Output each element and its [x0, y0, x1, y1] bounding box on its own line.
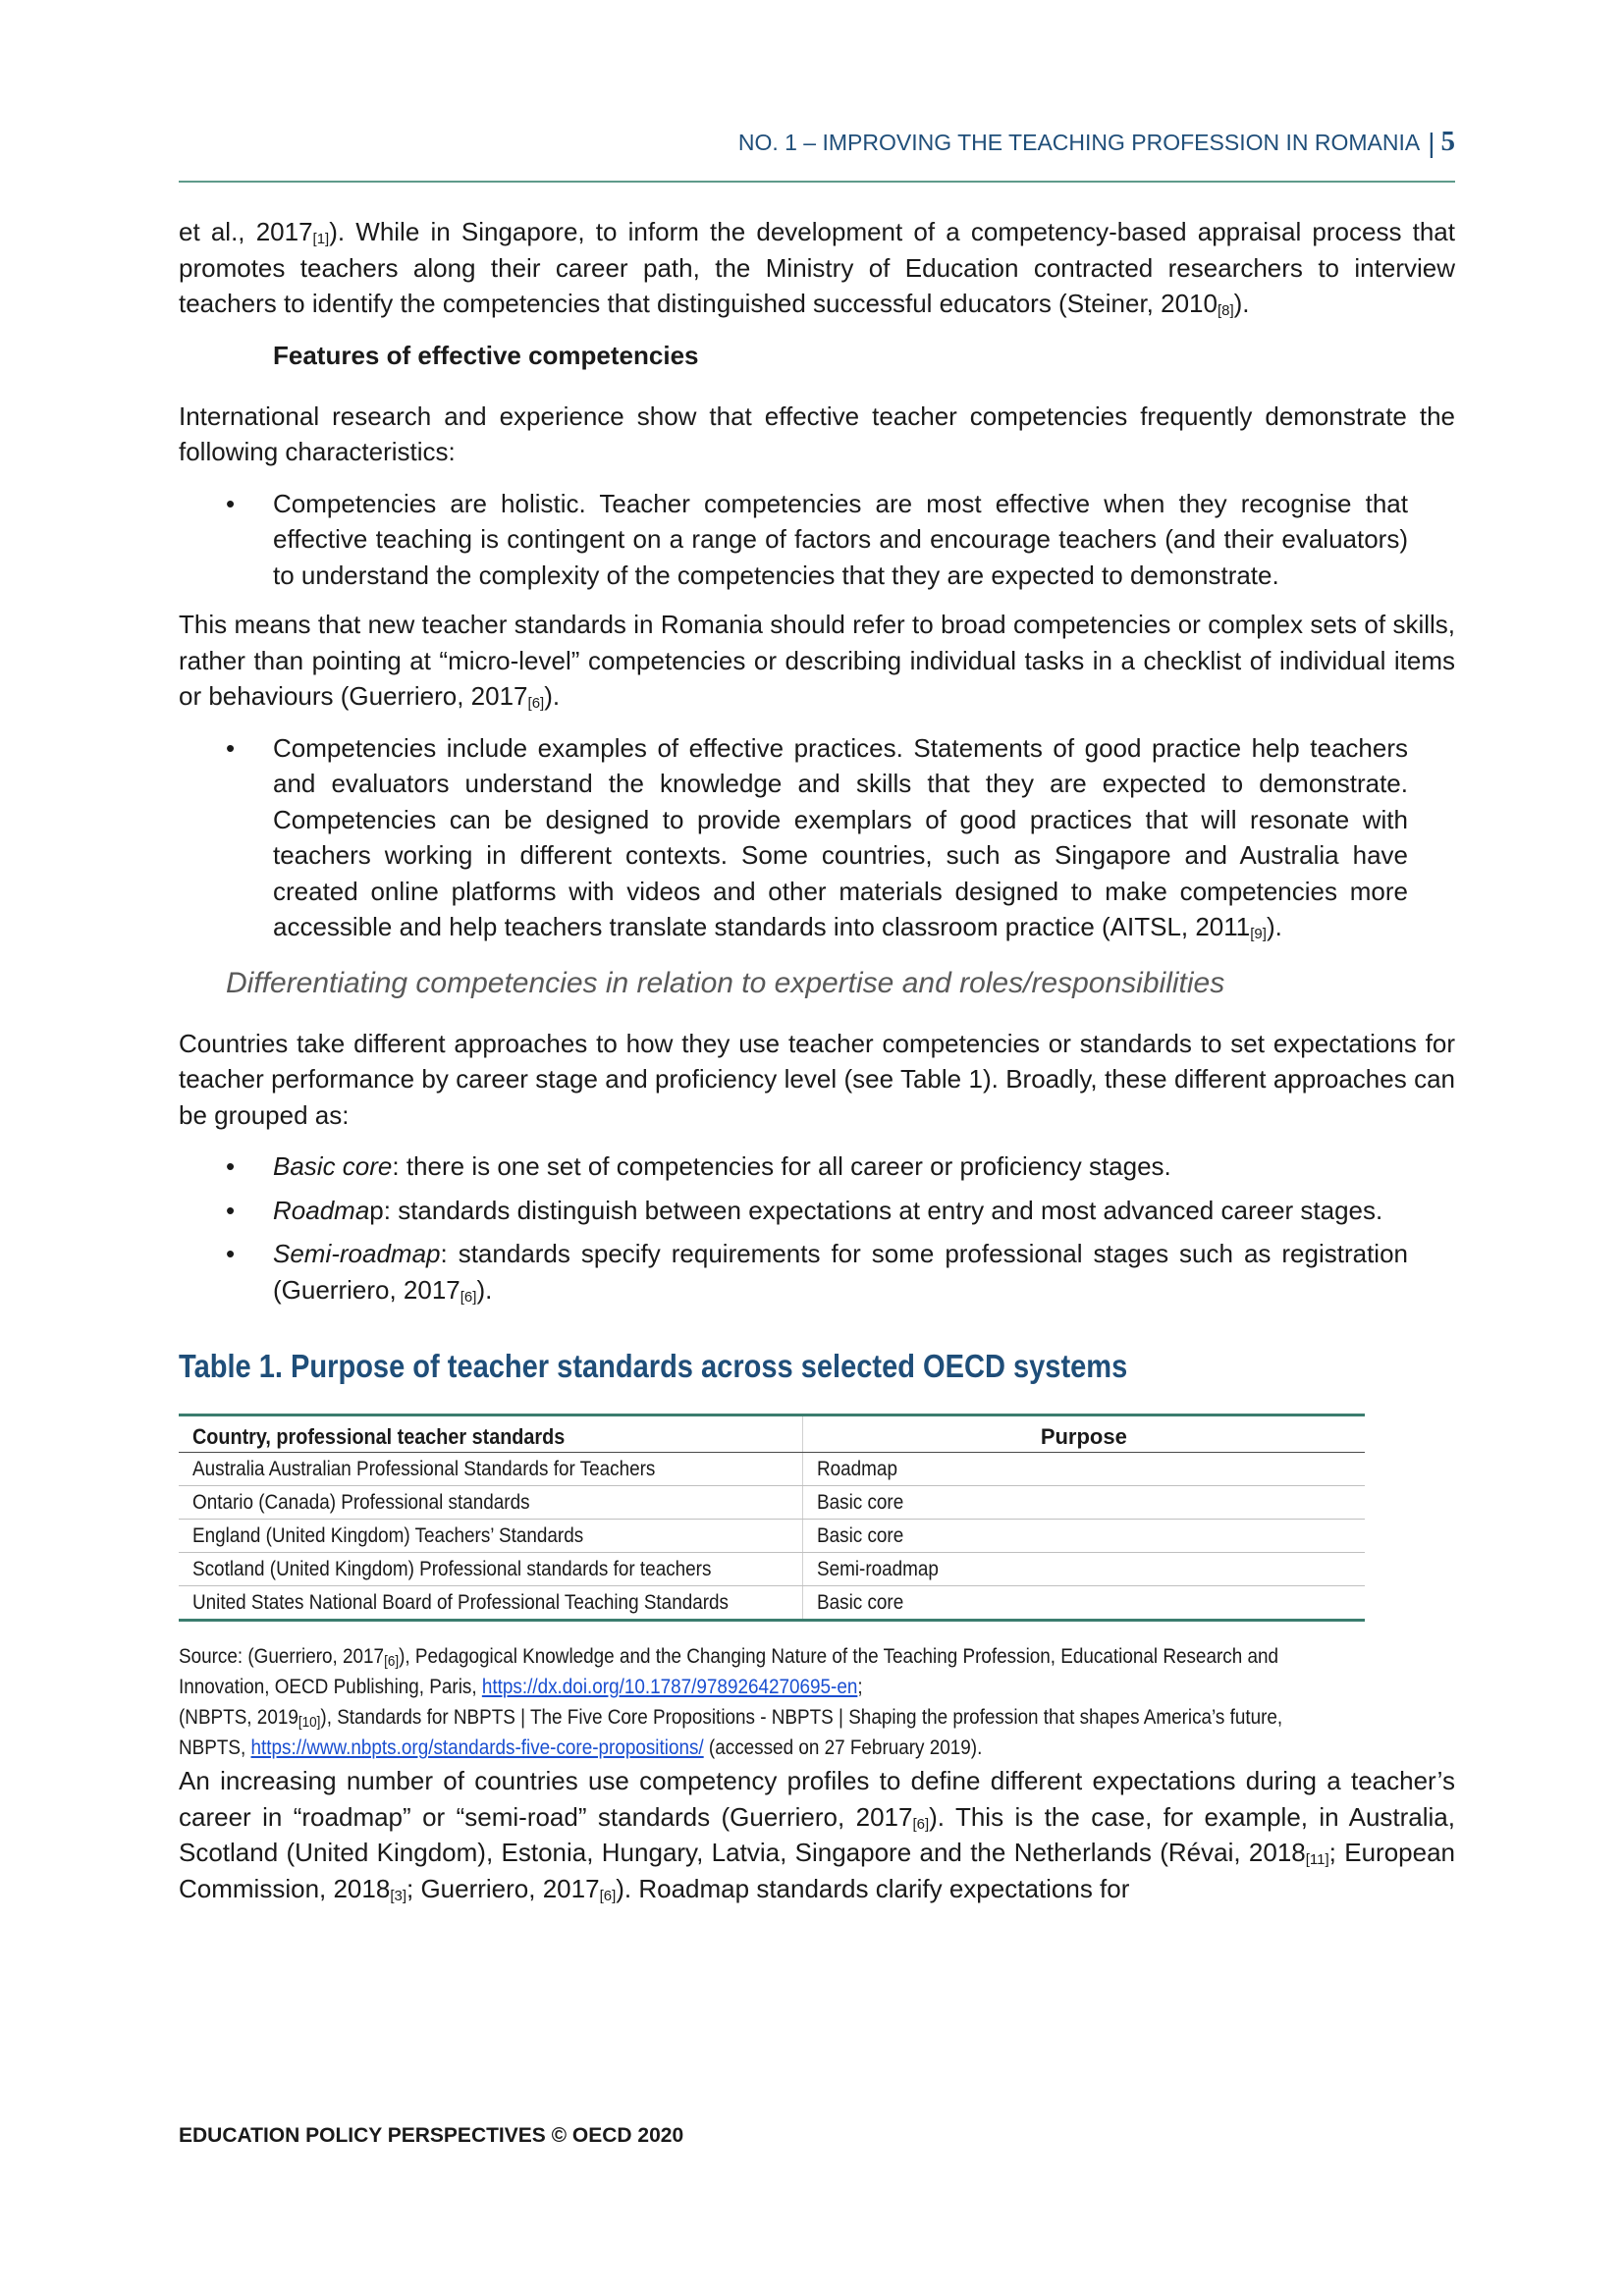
- header-rule: [179, 181, 1455, 183]
- list-item-text: : there is one set of competencies for all career or proficiency stages.: [392, 1151, 1171, 1181]
- cell-text: England (United Kingdom) Teachers’ Standards: [192, 1524, 584, 1547]
- table-cell-country: [179, 1453, 802, 1486]
- approach-term: Semi-roadmap: [273, 1239, 441, 1268]
- standards-table: [179, 1414, 1365, 1622]
- paragraph-text: et al., 2017: [179, 217, 313, 246]
- source-line: [179, 1672, 1396, 1702]
- paragraph-approaches: Countries take different approaches to how they use teacher competencies or standards to set expectations for teacher performance by career stage and proficiency level (see Table 1). Broadly, these different approaches can be grouped as:: [179, 1028, 1455, 1130]
- citation-ref: [8]: [1217, 302, 1234, 319]
- list-item-text: ).: [1266, 912, 1282, 941]
- paragraph-singapore: [179, 214, 1455, 322]
- citation-ref: [6]: [912, 1815, 930, 1833]
- paragraph-characteristics: International research and experience show that effective teacher competencies frequently demonstrate the following characteristics:: [179, 400, 1455, 466]
- citation-ref: [11]: [1305, 1851, 1329, 1868]
- list-item: [179, 486, 1455, 594]
- citation-ref: [6]: [384, 1653, 400, 1670]
- paragraph-competency-profiles: [179, 1763, 1455, 1906]
- citation-ref: [6]: [527, 695, 545, 712]
- citation-ref: [6]: [599, 1887, 617, 1904]
- cell-text: Scotland (United Kingdom) Professional standards for teachers: [192, 1558, 712, 1580]
- table-row: [179, 1553, 1365, 1586]
- bullet-list-holistic: [179, 486, 1455, 594]
- source-text: ;: [857, 1676, 863, 1698]
- table-row: [179, 1453, 1365, 1486]
- table-cell-purpose: [802, 1453, 1365, 1486]
- source-line: [179, 1733, 1396, 1763]
- list-item-text: : standards distinguish between expectations at entry and most advanced career stages.: [383, 1195, 1383, 1225]
- approach-term: Roadma: [273, 1195, 370, 1225]
- list-item-text: : standards specify requirements for some professional stages such as registration (Guerriero, 2017: [273, 1239, 1408, 1305]
- table-cell-purpose: [802, 1486, 1365, 1520]
- source-text: NBPTS,: [179, 1736, 251, 1759]
- table-source-note: [179, 1641, 1396, 1763]
- column-header-purpose: Purpose: [802, 1415, 1365, 1453]
- paragraph-text: An increasing number of countries use competency profiles to define different expectations during a teacher’s career in “roadmap” or “semi-road” standards (Guerriero, 2017: [179, 1766, 1455, 1832]
- column-header-country: [179, 1415, 802, 1453]
- table-row: [179, 1520, 1365, 1553]
- source-text: Source: (Guerriero, 2017: [179, 1645, 385, 1668]
- bullet-icon: •: [226, 1239, 236, 1268]
- citation-ref: [9]: [1250, 926, 1267, 942]
- citation-ref: [6]: [460, 1288, 477, 1306]
- table-cell-country: [179, 1486, 802, 1520]
- list-item: [179, 1148, 1455, 1185]
- paragraph-text: ).: [1233, 289, 1250, 318]
- bullet-icon: •: [226, 1151, 236, 1181]
- source-line: [179, 1702, 1396, 1733]
- paragraph-romania-standards: [179, 607, 1455, 715]
- citation-ref: [1]: [312, 231, 330, 247]
- paragraph-text: ; Guerriero, 2017: [406, 1873, 600, 1903]
- paragraph-text: ; European Commission, 2018: [179, 1838, 1455, 1903]
- table-header-row: [179, 1415, 1365, 1453]
- section-heading-features: Features of effective competencies: [273, 340, 699, 370]
- table-cell-purpose: [802, 1520, 1365, 1553]
- list-item-text: Competencies include examples of effective practices. Statements of good practice help teachers and evaluators understand the knowledge and skills that they are expected to demonstrate. Competencies can be designed to provide exemplars of good practices that will resonate with teachers working in different contexts. Some countries, such as Singapore and Australia have created online platforms with videos and other materials designed to make competencies more accessible and help teachers translate standards into classroom practice (AITSL, 2011: [273, 732, 1408, 941]
- table-title: Table 1. Purpose of teacher standards across selected OECD systems: [179, 1348, 1128, 1384]
- cell-text: Basic core: [816, 1591, 903, 1614]
- cell-text: Ontario (Canada) Professional standards: [192, 1491, 530, 1514]
- citation-ref: [10]: [298, 1714, 321, 1731]
- nbpts-link[interactable]: https://www.nbpts.org/standards-five-core-propositions/: [250, 1736, 704, 1759]
- source-text: (accessed on 27 February 2019).: [703, 1736, 983, 1759]
- cell-text: Australia Australian Professional Standards for Teachers: [192, 1458, 656, 1480]
- cell-text: Basic core: [816, 1524, 903, 1547]
- source-text: Innovation, OECD Publishing, Paris,: [179, 1676, 482, 1698]
- table-row: [179, 1586, 1365, 1621]
- running-header-title: NO. 1 – IMPROVING THE TEACHING PROFESSION IN ROMANIA: [737, 130, 1421, 155]
- bullet-icon: •: [226, 732, 236, 763]
- table-cell-country: [179, 1553, 802, 1586]
- cell-text: Basic core: [816, 1491, 903, 1514]
- citation-ref: [3]: [390, 1887, 406, 1904]
- cell-text: Semi-roadmap: [816, 1558, 939, 1580]
- list-item-text: Competencies are holistic. Teacher competencies are most effective when they recognise that effective teaching is contingent on a range of factors and encourage teachers (and their evaluators) to understand the complexity of the competencies that they are expected to demonstrate.: [273, 488, 1408, 590]
- paragraph-text: This means that new teacher standards in Romania should refer to broad competencies or complex sets of skills, rather than pointing at “micro-level” competencies or describing individual tasks in a checklist of individual items or behaviours (Guerriero, 2017: [179, 610, 1455, 711]
- page-footer: EDUCATION POLICY PERSPECTIVES © OECD 2020: [179, 2124, 684, 2147]
- paragraph-text: ). This is the case, for example, in Australia, Scotland (United Kingdom), Estonia, Hungary, Latvia, Singapore and the Netherlands (Révai, 2018: [179, 1801, 1455, 1867]
- column-header-label: Country, professional teacher standards: [192, 1424, 566, 1449]
- bullet-list-approaches: [179, 1148, 1455, 1308]
- bullet-list-practices: [179, 730, 1455, 945]
- table-cell-country: [179, 1520, 802, 1553]
- bullet-icon: •: [226, 488, 236, 518]
- doi-link[interactable]: https://dx.doi.org/10.1787/9789264270695-en: [481, 1676, 858, 1698]
- cell-text: Roadmap: [816, 1458, 897, 1480]
- paragraph-text: ). Roadmap standards clarify expectations for: [616, 1873, 1130, 1903]
- list-item: [179, 1193, 1455, 1229]
- approach-term-tail: p: [369, 1195, 384, 1225]
- running-header: [179, 122, 1455, 161]
- running-header-separator: |: [1428, 128, 1435, 158]
- bullet-icon: •: [226, 1195, 236, 1225]
- table-cell-purpose: [802, 1586, 1365, 1621]
- list-item-text: ).: [476, 1274, 493, 1305]
- paragraph-text: ).: [544, 681, 561, 711]
- source-line: [179, 1641, 1396, 1672]
- table-row: [179, 1486, 1365, 1520]
- table-cell-country: [179, 1586, 802, 1621]
- source-text: (NBPTS, 2019: [179, 1706, 298, 1729]
- page-number: 5: [1440, 126, 1455, 157]
- list-item: [179, 1236, 1455, 1308]
- list-item: [179, 730, 1455, 945]
- source-text: ), Pedagogical Knowledge and the Changing Nature of the Teaching Profession, Educational Research and: [399, 1645, 1278, 1668]
- document-body: [179, 214, 1455, 1922]
- cell-text: United States National Board of Professional Teaching Standards: [192, 1591, 729, 1614]
- approach-term: Basic core: [273, 1151, 393, 1181]
- paragraph-text: ). While in Singapore, to inform the development of a competency-based appraisal process that promotes teachers along their career path, the Ministry of Education contracted researchers to interview teachers to identify the competencies that distinguished successful educators (Steiner, 2010: [179, 217, 1455, 318]
- source-text: ), Standards for NBPTS | The Five Core Propositions - NBPTS | Shaping the profession that shapes America’s future,: [320, 1706, 1283, 1729]
- table-cell-purpose: [802, 1553, 1365, 1586]
- section-heading-differentiating: Differentiating competencies in relation to expertise and roles/responsibilities: [226, 966, 1225, 999]
